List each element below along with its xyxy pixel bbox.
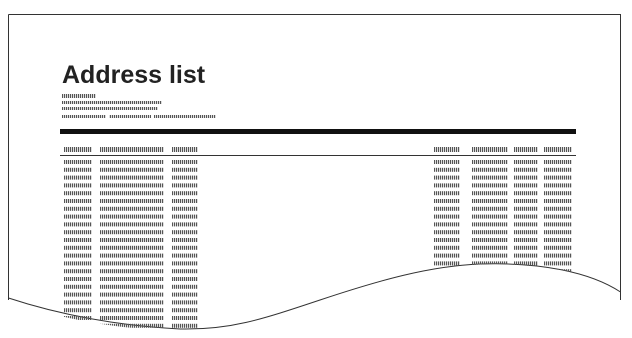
placeholder-cell <box>434 222 460 226</box>
placeholder-cell <box>64 207 92 211</box>
placeholder-cell <box>544 324 572 328</box>
placeholder-cell <box>544 191 572 195</box>
placeholder-cell <box>172 176 198 180</box>
placeholder-cell <box>64 191 92 195</box>
placeholder-cell <box>64 269 92 273</box>
placeholder-cell <box>100 160 164 164</box>
placeholder-cell <box>434 316 460 320</box>
placeholder-cell <box>544 238 572 242</box>
placeholder-cell <box>100 316 164 320</box>
placeholder-cell <box>434 285 460 289</box>
placeholder-cell <box>100 215 164 219</box>
placeholder-cell <box>472 222 508 226</box>
placeholder-cell <box>514 230 538 234</box>
placeholder-cell <box>472 300 508 304</box>
placeholder-cell <box>544 254 572 258</box>
placeholder-cell <box>472 176 508 180</box>
placeholder-cell <box>544 222 572 226</box>
placeholder-cell <box>544 261 572 265</box>
placeholder-cell <box>472 269 508 273</box>
placeholder-cell <box>514 199 538 203</box>
table-rows-placeholder <box>64 160 572 328</box>
placeholder-cell <box>472 254 508 258</box>
placeholder-cell <box>100 222 164 226</box>
placeholder-cell <box>172 207 198 211</box>
placeholder-cell <box>544 160 572 164</box>
placeholder-cell <box>64 308 92 312</box>
placeholder-cell <box>544 316 572 320</box>
placeholder-cell <box>100 300 164 304</box>
placeholder-cell <box>434 207 460 211</box>
placeholder-cell <box>100 176 164 180</box>
placeholder-cell <box>472 199 508 203</box>
placeholder-cell <box>172 160 198 164</box>
placeholder-cell <box>472 293 508 297</box>
placeholder-cell <box>472 183 508 187</box>
placeholder-cell <box>514 215 538 219</box>
placeholder-cell <box>434 238 460 242</box>
placeholder-cell <box>172 308 198 312</box>
table-header-rule <box>60 155 576 156</box>
placeholder-cell <box>434 176 460 180</box>
placeholder-cell <box>172 222 198 226</box>
placeholder-cell <box>514 246 538 250</box>
placeholder-cell <box>514 183 538 187</box>
placeholder-cell <box>64 285 92 289</box>
placeholder-cell <box>514 308 538 312</box>
placeholder-cell <box>544 168 572 172</box>
placeholder-cell <box>64 215 92 219</box>
placeholder-cell <box>514 207 538 211</box>
placeholder-cell <box>544 246 572 250</box>
placeholder-cell <box>172 293 198 297</box>
placeholder-cell <box>434 230 460 234</box>
placeholder-cell <box>434 277 460 281</box>
placeholder-cell <box>434 300 460 304</box>
placeholder-cell <box>544 215 572 219</box>
placeholder-cell <box>472 191 508 195</box>
placeholder-cell <box>172 277 198 281</box>
placeholder-cell <box>472 285 508 289</box>
placeholder-cell <box>544 285 572 289</box>
placeholder-cell <box>64 160 92 164</box>
placeholder-cell <box>472 160 508 164</box>
placeholder-cell <box>544 176 572 180</box>
placeholder-cell <box>172 300 198 304</box>
placeholder-cell <box>100 324 164 328</box>
header-rule <box>60 129 576 134</box>
placeholder-cell <box>472 246 508 250</box>
placeholder-cell <box>472 324 508 328</box>
placeholder-cell <box>64 176 92 180</box>
placeholder-cell <box>100 261 164 265</box>
placeholder-cell <box>172 324 198 328</box>
placeholder-cell <box>64 316 92 320</box>
placeholder-cell <box>100 246 164 250</box>
placeholder-cell <box>472 207 508 211</box>
placeholder-cell <box>514 277 538 281</box>
placeholder-cell <box>544 207 572 211</box>
placeholder-cell <box>434 160 460 164</box>
placeholder-cell <box>434 293 460 297</box>
placeholder-cell <box>472 277 508 281</box>
placeholder-cell <box>544 300 572 304</box>
placeholder-cell <box>514 324 538 328</box>
placeholder-cell <box>100 168 164 172</box>
placeholder-cell <box>514 191 538 195</box>
placeholder-cell <box>434 246 460 250</box>
placeholder-cell <box>514 300 538 304</box>
placeholder-cell <box>64 277 92 281</box>
placeholder-cell <box>434 215 460 219</box>
placeholder-cell <box>64 261 92 265</box>
placeholder-cell <box>434 308 460 312</box>
placeholder-cell <box>514 316 538 320</box>
placeholder-cell <box>172 199 198 203</box>
placeholder-cell <box>100 293 164 297</box>
placeholder-cell <box>472 316 508 320</box>
placeholder-cell <box>64 300 92 304</box>
placeholder-cell <box>172 183 198 187</box>
placeholder-cell <box>434 191 460 195</box>
placeholder-cell <box>172 215 198 219</box>
page-title: Address list <box>62 61 206 89</box>
placeholder-cell <box>172 254 198 258</box>
placeholder-cell <box>472 215 508 219</box>
placeholder-cell <box>100 269 164 273</box>
placeholder-cell <box>100 285 164 289</box>
placeholder-cell <box>172 246 198 250</box>
placeholder-cell <box>64 324 92 328</box>
placeholder-cell <box>172 191 198 195</box>
placeholder-cell <box>514 238 538 242</box>
placeholder-cell <box>172 238 198 242</box>
placeholder-cell <box>172 168 198 172</box>
placeholder-cell <box>472 308 508 312</box>
placeholder-cell <box>172 261 198 265</box>
placeholder-cell <box>100 277 164 281</box>
placeholder-cell <box>100 199 164 203</box>
placeholder-cell <box>64 230 92 234</box>
placeholder-cell <box>172 230 198 234</box>
placeholder-cell <box>64 254 92 258</box>
placeholder-cell <box>434 168 460 172</box>
placeholder-cell <box>514 293 538 297</box>
placeholder-cell <box>544 230 572 234</box>
placeholder-cell <box>544 277 572 281</box>
placeholder-cell <box>544 308 572 312</box>
placeholder-cell <box>434 261 460 265</box>
placeholder-cell <box>434 269 460 273</box>
placeholder-cell <box>100 230 164 234</box>
placeholder-cell <box>100 191 164 195</box>
placeholder-cell <box>64 183 92 187</box>
placeholder-cell <box>172 316 198 320</box>
placeholder-cell <box>100 254 164 258</box>
placeholder-cell <box>172 285 198 289</box>
placeholder-cell <box>64 222 92 226</box>
placeholder-cell <box>514 160 538 164</box>
table-header-placeholders <box>64 147 572 152</box>
placeholder-cell <box>472 261 508 265</box>
placeholder-cell <box>472 168 508 172</box>
placeholder-cell <box>514 285 538 289</box>
placeholder-cell <box>172 269 198 273</box>
placeholder-cell <box>434 324 460 328</box>
placeholder-cell <box>64 199 92 203</box>
placeholder-cell <box>514 176 538 180</box>
placeholder-cell <box>544 183 572 187</box>
placeholder-cell <box>514 254 538 258</box>
placeholder-cell <box>100 207 164 211</box>
placeholder-cell <box>514 269 538 273</box>
placeholder-cell <box>514 168 538 172</box>
header-placeholder-lines <box>62 94 216 118</box>
placeholder-cell <box>100 238 164 242</box>
placeholder-cell <box>100 308 164 312</box>
placeholder-cell <box>434 199 460 203</box>
placeholder-cell <box>472 230 508 234</box>
placeholder-cell <box>64 293 92 297</box>
placeholder-cell <box>544 293 572 297</box>
placeholder-cell <box>514 222 538 226</box>
placeholder-cell <box>64 238 92 242</box>
placeholder-cell <box>434 183 460 187</box>
placeholder-cell <box>472 238 508 242</box>
placeholder-cell <box>64 246 92 250</box>
placeholder-cell <box>100 183 164 187</box>
placeholder-cell <box>434 254 460 258</box>
placeholder-cell <box>64 168 92 172</box>
placeholder-cell <box>544 199 572 203</box>
